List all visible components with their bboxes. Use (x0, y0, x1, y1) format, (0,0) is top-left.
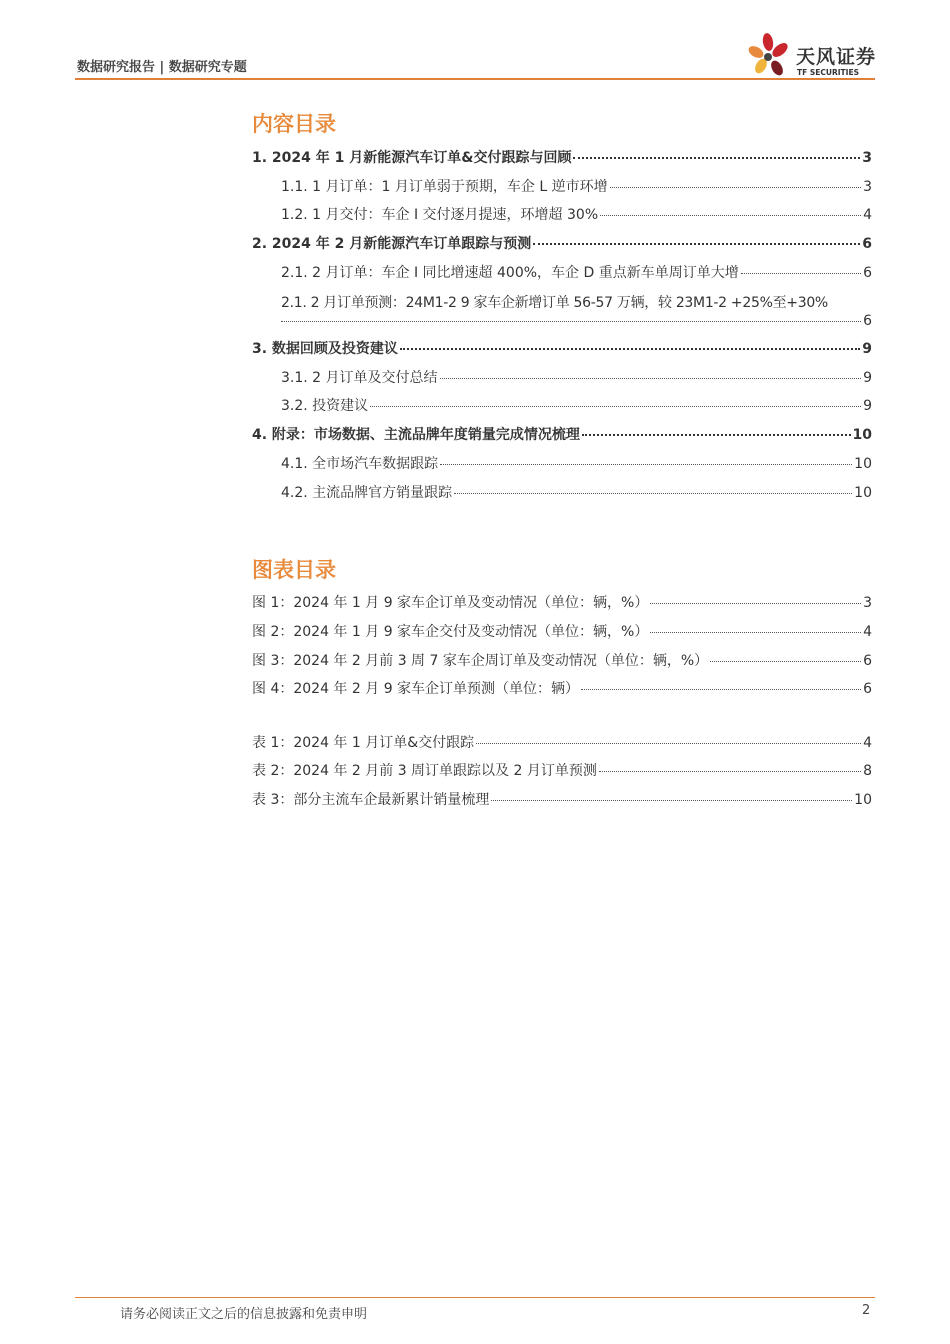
toc-entry[interactable] (281, 397, 872, 415)
toc-entry[interactable] (281, 178, 872, 196)
figure-entry-page: 4 (863, 624, 872, 640)
table-entry[interactable] (252, 791, 872, 809)
toc-entry-text: 3.2. 投资建议 (281, 398, 369, 414)
leader-dots (600, 215, 861, 216)
toc-entry-text: 3.1. 2 月订单及交付总结 (281, 370, 438, 386)
toc-entry[interactable] (281, 484, 872, 502)
page-number: 2 (862, 1303, 871, 1318)
toc-entry[interactable] (252, 235, 872, 253)
tf-securities-logo (746, 30, 886, 82)
toc-entry-text: 3. 数据回顾及投资建议 (252, 341, 398, 357)
leader-dots (454, 493, 852, 494)
toc-entry[interactable] (281, 206, 872, 224)
figure-entry-page: 6 (863, 681, 872, 697)
toc-entry-text: 2. 2024 年 2 月新能源汽车订单跟踪与预测 (252, 236, 532, 252)
leader-dots (581, 689, 861, 690)
toc-entry[interactable] (252, 340, 872, 358)
leader-dots (440, 378, 862, 379)
toc-entry-text: 2.1. 2 月订单：车企 I 同比增速超 400%，车企 D 重点新车单周订单大增 (281, 265, 739, 281)
figure-entry[interactable] (252, 680, 872, 698)
header-rule (75, 78, 875, 80)
toc-entry-page: 6 (863, 313, 872, 329)
toc-entry-page: 9 (863, 398, 872, 414)
toc-entry-wrapped-text[interactable]: 2.1. 2 月订单预测：24M1-2 9 家车企新增订单 56-57 万辆，较 23M1-2 +25%至+30% (281, 295, 828, 311)
flower-logo-icon (746, 30, 796, 82)
toc-entry[interactable] (252, 426, 872, 444)
figure-entry-text: 图 1：2024 年 1 月 9 家车企订单及变动情况（单位：辆，%） (252, 595, 649, 611)
report-type-header: 数据研究报告 | 数据研究专题 (77, 60, 247, 75)
toc-entry-page: 9 (862, 341, 872, 357)
table-entry-page: 10 (854, 792, 872, 808)
table-entry[interactable] (252, 762, 872, 780)
table-entry-text: 表 2：2024 年 2 月前 3 周订单跟踪以及 2 月订单预测 (252, 763, 597, 779)
toc-entry-page: 10 (852, 427, 872, 443)
leader-dots (573, 157, 860, 159)
leader-dots (741, 273, 861, 274)
figure-entry-page: 3 (863, 595, 872, 611)
leader-dots (650, 603, 861, 604)
toc-entry-page: 3 (862, 150, 872, 166)
toc-entry-page: 10 (854, 485, 872, 501)
leader-dots (610, 187, 861, 188)
figure-entry[interactable] (252, 652, 872, 670)
leader-dots (533, 243, 860, 245)
leader-dots (491, 800, 852, 801)
leader-dots (599, 771, 861, 772)
table-entry-page: 8 (863, 763, 872, 779)
toc-entry-page: 4 (863, 207, 872, 223)
table-entry-page: 4 (863, 735, 872, 751)
toc-entry-text: 4.1. 全市场汽车数据跟踪 (281, 456, 439, 472)
toc-title: 内容目录 (252, 112, 336, 136)
leader-dots (370, 406, 861, 407)
figure-entry-text: 图 4：2024 年 2 月 9 家车企订单预测（单位：辆） (252, 681, 580, 697)
toc-entry-text: 1.2. 1 月交付：车企 I 交付逐月提速，环增超 30% (281, 207, 599, 223)
toc-entry[interactable] (281, 264, 872, 282)
leader-dots (440, 464, 852, 465)
figure-entry-page: 6 (863, 653, 872, 669)
figure-entry-text: 图 3：2024 年 2 月前 3 周 7 家车企周订单及变动情况（单位：辆，%） (252, 653, 709, 669)
leader-dots (710, 661, 861, 662)
toc-entry[interactable] (281, 369, 872, 387)
toc-entry-text: 4.2. 主流品牌官方销量跟踪 (281, 485, 453, 501)
footer-disclaimer: 请务必阅读正文之后的信息披露和免责申明 (120, 1307, 368, 1322)
table-entry-text: 表 3：部分主流车企最新累计销量梳理 (252, 792, 490, 808)
leader-dots (281, 321, 861, 322)
toc-entry-text: 1.1. 1 月订单：1 月订单弱于预期，车企 L 逆市环增 (281, 179, 608, 195)
toc-entry-text: 4. 附录：市场数据、主流品牌年度销量完成情况梳理 (252, 427, 580, 443)
table-entry-text: 表 1：2024 年 1 月订单&交付跟踪 (252, 735, 475, 751)
toc-entry-page: 6 (863, 265, 872, 281)
figure-entry[interactable] (252, 594, 872, 612)
toc-entry-page: 10 (854, 456, 872, 472)
toc-entry-page: 9 (863, 370, 872, 386)
toc-entry-page: 6 (862, 236, 872, 252)
figure-entry[interactable] (252, 623, 872, 641)
leader-dots (582, 434, 851, 436)
figure-entry-text: 图 2：2024 年 1 月 9 家车企交付及变动情况（单位：辆，%） (252, 624, 649, 640)
logo-text-cn: 天风证券 (796, 46, 877, 68)
figures-title: 图表目录 (252, 558, 336, 582)
toc-entry[interactable] (252, 149, 872, 167)
logo-text-en: TF SECURITIES (797, 68, 859, 77)
toc-entry-text: 1. 2024 年 1 月新能源汽车订单&交付跟踪与回顾 (252, 150, 572, 166)
leader-dots (650, 632, 861, 633)
toc-entry-page: 3 (863, 179, 872, 195)
table-entry[interactable] (252, 734, 872, 752)
toc-entry-continuation[interactable] (281, 312, 872, 330)
toc-entry[interactable] (281, 455, 872, 473)
footer-rule (75, 1297, 875, 1298)
leader-dots (400, 348, 860, 350)
leader-dots (476, 743, 861, 744)
